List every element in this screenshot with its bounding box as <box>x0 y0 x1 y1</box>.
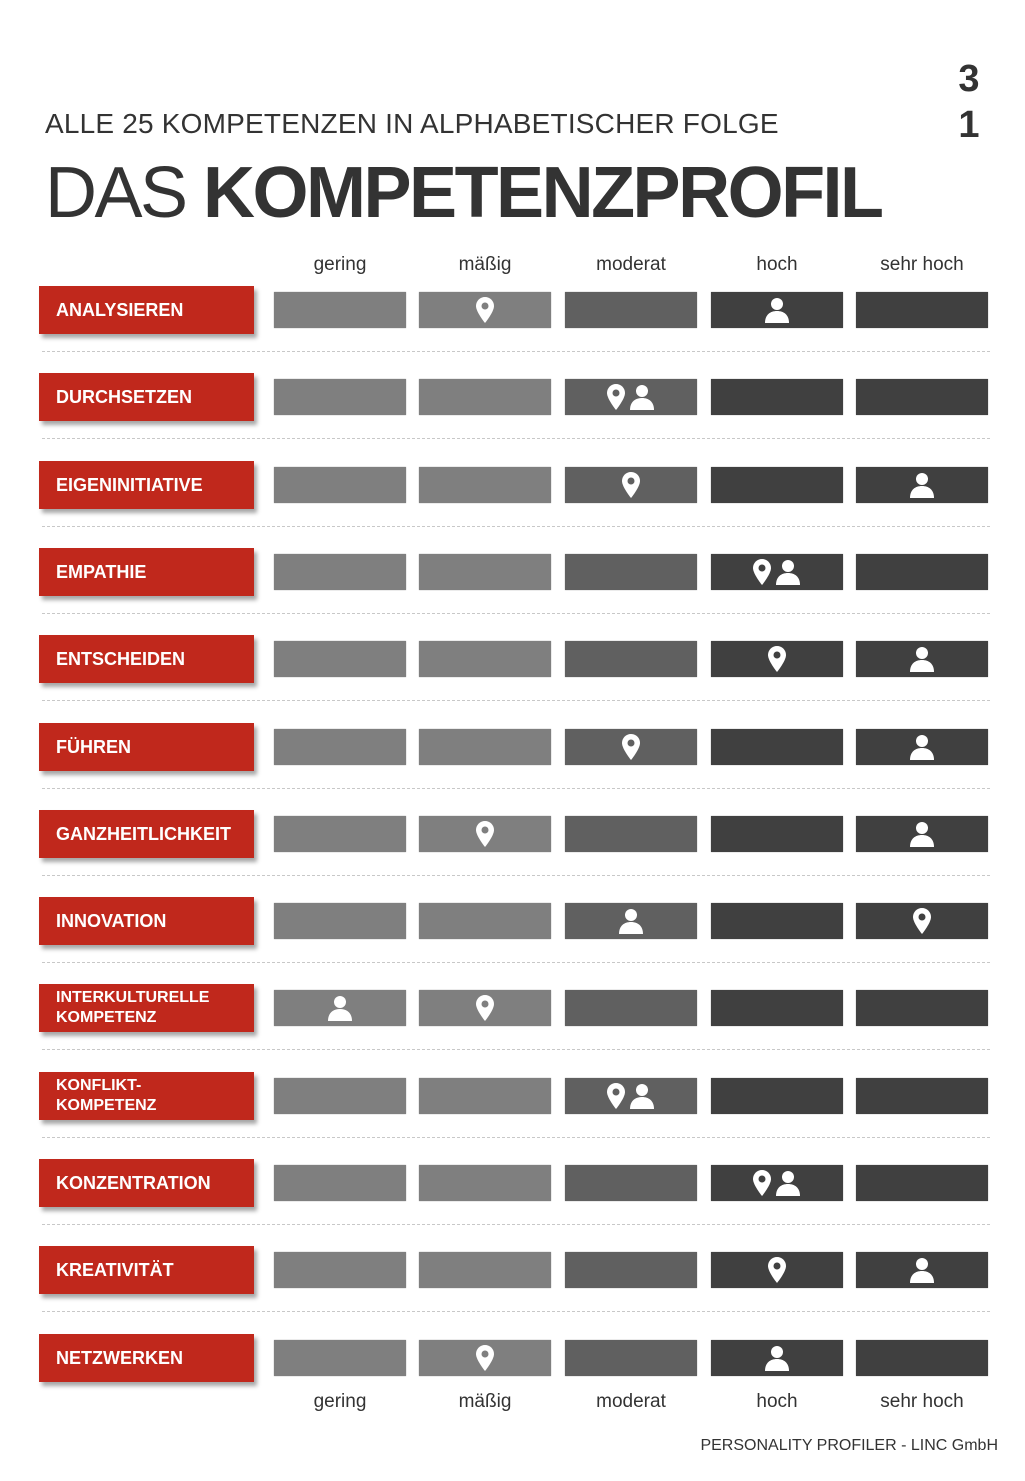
map-pin-icon <box>606 1082 626 1110</box>
map-pin-icon <box>475 1344 495 1372</box>
competency-label: KONFLIKT- KOMPETENZ <box>39 1072 254 1120</box>
level-cell-mäßig <box>419 292 551 328</box>
level-cell-mäßig <box>419 990 551 1026</box>
level-cell-sehr-hoch <box>856 554 988 590</box>
level-cell-sehr-hoch <box>856 641 988 677</box>
bottom-header-0: gering <box>313 1391 367 1412</box>
bottom-header-4: sehr hoch <box>880 1391 964 1412</box>
level-cell-hoch <box>711 641 843 677</box>
person-icon <box>774 559 802 585</box>
top-header-2: moderat <box>596 254 666 275</box>
page-number: 3 1 <box>958 58 980 146</box>
top-header-4: sehr hoch <box>880 254 964 275</box>
level-cell-sehr-hoch <box>856 1252 988 1288</box>
level-cell-mäßig <box>419 729 551 765</box>
level-cell-sehr-hoch <box>856 816 988 852</box>
level-cell-sehr-hoch <box>856 292 988 328</box>
person-icon <box>908 734 936 760</box>
competency-label: DURCHSETZEN <box>39 373 254 421</box>
person-icon <box>326 995 354 1021</box>
level-cell-hoch <box>711 554 843 590</box>
level-cell-moderat <box>565 1078 697 1114</box>
level-cell-sehr-hoch <box>856 1078 988 1114</box>
competency-label: NETZWERKEN <box>39 1334 254 1382</box>
level-cell-sehr-hoch <box>856 467 988 503</box>
row-divider <box>42 613 990 614</box>
level-cell-moderat <box>565 816 697 852</box>
level-cell-moderat <box>565 990 697 1026</box>
level-cell-gering <box>274 903 406 939</box>
level-cell-mäßig <box>419 1165 551 1201</box>
map-pin-icon <box>621 733 641 761</box>
page-title <box>45 152 882 234</box>
row-divider <box>42 962 990 963</box>
competency-label: INTERKULTURELLE KOMPETENZ <box>39 984 254 1032</box>
level-cell-mäßig <box>419 903 551 939</box>
map-pin-icon <box>475 994 495 1022</box>
level-cell-sehr-hoch <box>856 903 988 939</box>
map-pin-icon <box>606 383 626 411</box>
level-cell-moderat <box>565 467 697 503</box>
level-cell-moderat <box>565 903 697 939</box>
level-cell-mäßig <box>419 816 551 852</box>
level-cell-sehr-hoch <box>856 990 988 1026</box>
title-bold: KOMPETENZPROFIL <box>203 153 882 233</box>
map-pin-icon <box>912 907 932 935</box>
map-pin-icon <box>621 471 641 499</box>
map-pin-icon <box>475 820 495 848</box>
level-cell-gering <box>274 379 406 415</box>
level-cell-sehr-hoch <box>856 379 988 415</box>
top-header-1: mäßig <box>458 254 512 275</box>
level-cell-moderat <box>565 292 697 328</box>
person-icon <box>908 821 936 847</box>
level-cell-sehr-hoch <box>856 1340 988 1376</box>
person-icon <box>908 646 936 672</box>
level-cell-hoch <box>711 292 843 328</box>
competency-label: ANALYSIEREN <box>39 286 254 334</box>
competency-label: KONZENTRATION <box>39 1159 254 1207</box>
bottom-header-3: hoch <box>756 1391 798 1412</box>
competency-label: EMPATHIE <box>39 548 254 596</box>
level-cell-gering <box>274 292 406 328</box>
level-cell-gering <box>274 1340 406 1376</box>
level-cell-hoch <box>711 379 843 415</box>
row-divider <box>42 526 990 527</box>
level-cell-moderat <box>565 1252 697 1288</box>
row-divider <box>42 1049 990 1050</box>
level-cell-hoch <box>711 467 843 503</box>
competency-label: FÜHREN <box>39 723 254 771</box>
level-cell-gering <box>274 729 406 765</box>
competency-label: GANZHEITLICHKEIT <box>39 810 254 858</box>
level-cell-mäßig <box>419 554 551 590</box>
row-divider <box>42 875 990 876</box>
level-cell-mäßig <box>419 641 551 677</box>
person-icon <box>763 1345 791 1371</box>
row-divider <box>42 1311 990 1312</box>
competency-label: INNOVATION <box>39 897 254 945</box>
level-cell-gering <box>274 554 406 590</box>
map-pin-icon <box>752 558 772 586</box>
level-cell-gering <box>274 990 406 1026</box>
person-icon <box>628 384 656 410</box>
level-cell-moderat <box>565 641 697 677</box>
map-pin-icon <box>475 296 495 324</box>
bottom-header-2: moderat <box>596 1391 666 1412</box>
level-cell-hoch <box>711 1078 843 1114</box>
map-pin-icon <box>752 1169 772 1197</box>
top-header-0: gering <box>313 254 367 275</box>
level-cell-gering <box>274 1165 406 1201</box>
level-cell-hoch <box>711 990 843 1026</box>
level-cell-moderat <box>565 554 697 590</box>
level-cell-mäßig <box>419 1340 551 1376</box>
level-cell-hoch <box>711 729 843 765</box>
page-subtitle: ALLE 25 KOMPETENZEN IN ALPHABETISCHER FOLGE <box>45 108 779 139</box>
competency-label: EIGENINITIATIVE <box>39 461 254 509</box>
level-cell-mäßig <box>419 1252 551 1288</box>
person-icon <box>628 1083 656 1109</box>
competency-label: KREATIVITÄT <box>39 1246 254 1294</box>
level-cell-hoch <box>711 1252 843 1288</box>
level-cell-gering <box>274 816 406 852</box>
level-cell-moderat <box>565 1165 697 1201</box>
map-pin-icon <box>767 645 787 673</box>
bottom-header-1: mäßig <box>458 1391 512 1412</box>
row-divider <box>42 351 990 352</box>
map-pin-icon <box>767 1256 787 1284</box>
level-cell-mäßig <box>419 379 551 415</box>
level-cell-moderat <box>565 1340 697 1376</box>
row-divider <box>42 1137 990 1138</box>
person-icon <box>908 472 936 498</box>
person-icon <box>763 297 791 323</box>
level-cell-hoch <box>711 1165 843 1201</box>
person-icon <box>774 1170 802 1196</box>
row-divider <box>42 788 990 789</box>
person-icon <box>617 908 645 934</box>
level-cell-gering <box>274 641 406 677</box>
level-cell-moderat <box>565 379 697 415</box>
level-cell-sehr-hoch <box>856 729 988 765</box>
level-cell-gering <box>274 467 406 503</box>
level-cell-hoch <box>711 816 843 852</box>
row-divider <box>42 700 990 701</box>
title-light: DAS <box>45 153 204 233</box>
competency-label: ENTSCHEIDEN <box>39 635 254 683</box>
level-cell-mäßig <box>419 1078 551 1114</box>
row-divider <box>42 438 990 439</box>
top-header-3: hoch <box>756 254 798 275</box>
footer: PERSONALITY PROFILER - LINC GmbH <box>700 1437 998 1454</box>
level-cell-hoch <box>711 903 843 939</box>
level-cell-gering <box>274 1078 406 1114</box>
level-cell-mäßig <box>419 467 551 503</box>
row-divider <box>42 1224 990 1225</box>
level-cell-hoch <box>711 1340 843 1376</box>
level-cell-moderat <box>565 729 697 765</box>
level-cell-sehr-hoch <box>856 1165 988 1201</box>
level-cell-gering <box>274 1252 406 1288</box>
person-icon <box>908 1257 936 1283</box>
